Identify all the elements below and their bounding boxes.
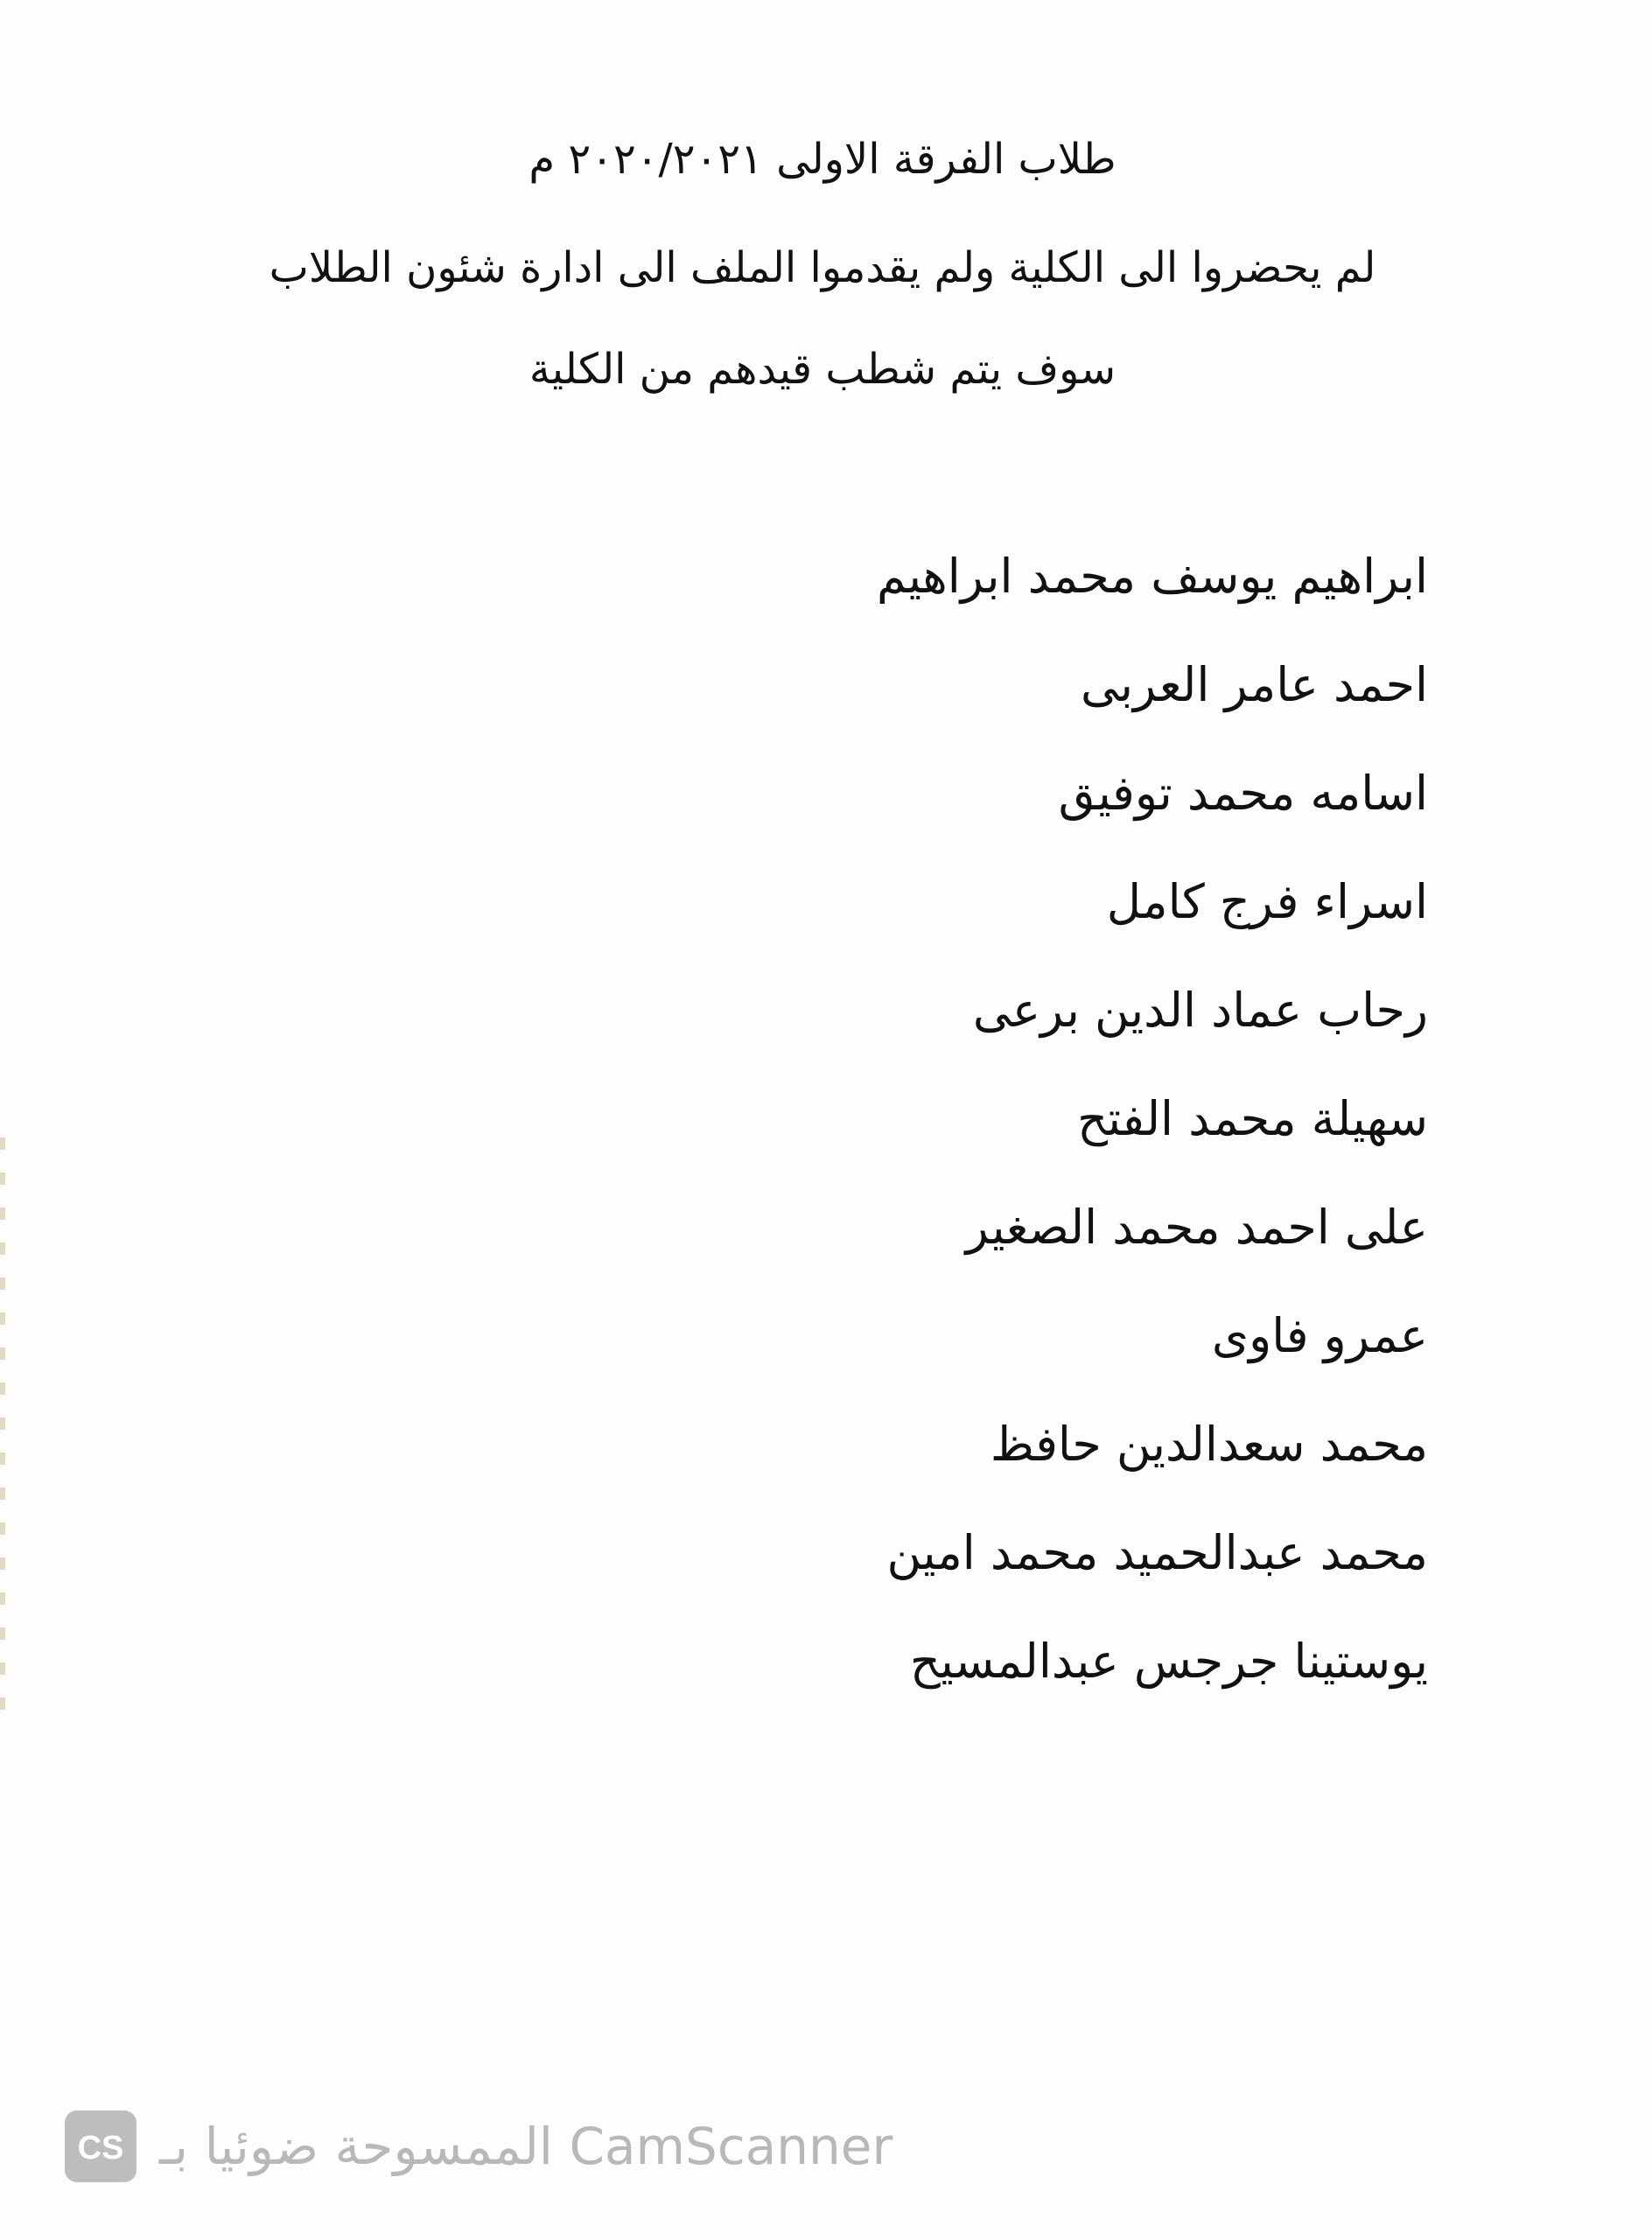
student-names-list xyxy=(466,544,1428,1738)
heading-line-3: سوف يتم شطب قيدهم من الكلية xyxy=(528,345,1116,394)
student-name: محمد عبدالحميد محمد امين xyxy=(886,1525,1428,1580)
student-name: ابراهيم يوسف محمد ابراهيم xyxy=(877,549,1428,604)
student-name: اسامه محمد توفيق xyxy=(1058,766,1428,821)
heading-line-1: طلاب الفرقة الاولى ٢٠٢٠/٢٠٢١ م xyxy=(528,135,1116,184)
student-name: رحاب عماد الدين برعى xyxy=(972,983,1428,1038)
student-name: على احمد محمد الصغير xyxy=(965,1200,1428,1255)
student-name: سهيلة محمد الفتح xyxy=(1077,1091,1428,1146)
watermark-text: الممسوحة ضوئيا بـ CamScanner xyxy=(159,2117,893,2176)
student-name: احمد عامر العربى xyxy=(1080,657,1428,712)
student-name: يوستينا جرجس عبدالمسيح xyxy=(909,1634,1428,1689)
scan-edge-marks xyxy=(0,1138,5,1715)
camscanner-logo-text: CS xyxy=(77,2130,124,2166)
camscanner-watermark xyxy=(65,2107,892,2186)
student-name: اسراء فرج كامل xyxy=(1106,874,1428,929)
student-name: عمرو فاوى xyxy=(1211,1308,1428,1363)
heading-line-2: لم يحضروا الى الكلية ولم يقدموا الملف الى ادارة شئون الطلاب xyxy=(269,243,1376,292)
camscanner-logo-icon xyxy=(65,2110,136,2182)
student-name: محمد سعدالدين حافظ xyxy=(990,1417,1428,1472)
